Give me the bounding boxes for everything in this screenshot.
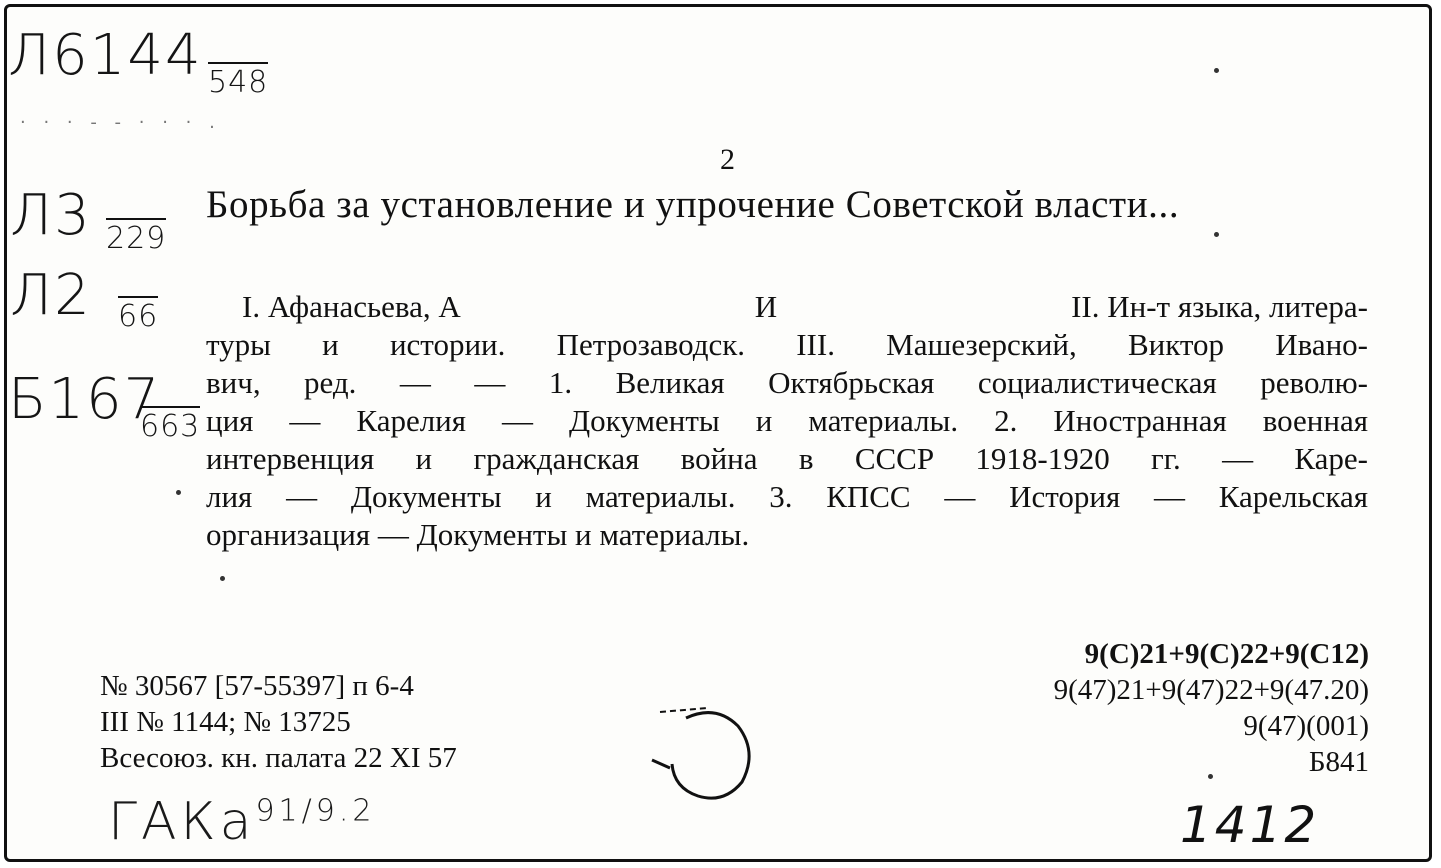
- punch-hole-icon: [646, 700, 766, 810]
- speck: [1214, 232, 1219, 237]
- class-line: 9(47)(001): [1243, 710, 1369, 742]
- handwritten-code-4: [8, 367, 201, 444]
- meta-line: III № 1144; № 13725: [100, 706, 351, 738]
- classification-codes: [1054, 636, 1369, 780]
- card-title: Борьба за установление и упрочение Советской власти...: [206, 183, 1180, 226]
- handwritten-code-2: [10, 183, 167, 256]
- body-line: ция — Карелия — Документы и материалы. 2. Иностранная военная: [206, 403, 1368, 438]
- archive-mark-main: ГАКа: [108, 792, 256, 852]
- body-line-1-b: И: [754, 289, 778, 324]
- handwritten-code-3: [10, 263, 159, 334]
- meta-line: Всесоюз. кн. палата 22 XI 57: [100, 742, 457, 774]
- body-line: туры и истории. Петрозаводск. III. Машезерский, Виктор Ивано-: [206, 327, 1368, 362]
- body-line: интервенция и гражданская война в СССР 1918-1920 гг. — Каре-: [206, 441, 1368, 476]
- code-sub: 66: [118, 296, 158, 332]
- body-line-1: [206, 288, 1368, 326]
- handwritten-archive-mark: [108, 792, 375, 852]
- body-line-1-c: II. Ин-т языка, литера-: [1071, 289, 1368, 324]
- body-line: организация — Документы и материалы.: [206, 517, 750, 552]
- code-sub: 229: [106, 218, 166, 254]
- code-main: Л6144: [8, 23, 203, 88]
- card-body: [206, 288, 1368, 554]
- handwritten-code-1: [8, 23, 269, 100]
- faded-stamp: · · · - - · · · .: [20, 112, 221, 133]
- archive-mark-sup: 91/9.2: [255, 793, 376, 829]
- class-line: 9(47)21+9(47)22+9(47.20): [1053, 674, 1369, 706]
- speck: [1214, 68, 1219, 73]
- code-main: Л2: [10, 263, 92, 328]
- body-line: вич, ред. — — 1. Великая Октябрьская социалистическая револю-: [206, 365, 1368, 400]
- body-line: лия — Документы и материалы. 3. КПСС — История — Карельская: [206, 479, 1368, 514]
- class-line: Б841: [1308, 746, 1369, 778]
- handwritten-number: 1412: [1180, 796, 1320, 854]
- code-sub: 548: [208, 62, 268, 98]
- code-sub: 663: [140, 406, 200, 442]
- body-line-1-a: I. Афанасьева, А: [242, 289, 461, 324]
- code-main: Л3: [10, 183, 92, 248]
- speck: [220, 576, 225, 581]
- speck: [1208, 774, 1213, 779]
- code-main: Б167: [8, 367, 162, 432]
- class-line: 9(С)21+9(С)22+9(С12): [1084, 638, 1369, 670]
- page-number: 2: [720, 143, 735, 176]
- speck: [176, 490, 181, 495]
- meta-line: № 30567 [57-55397] п 6-4: [100, 670, 414, 702]
- registration-info: [100, 668, 457, 776]
